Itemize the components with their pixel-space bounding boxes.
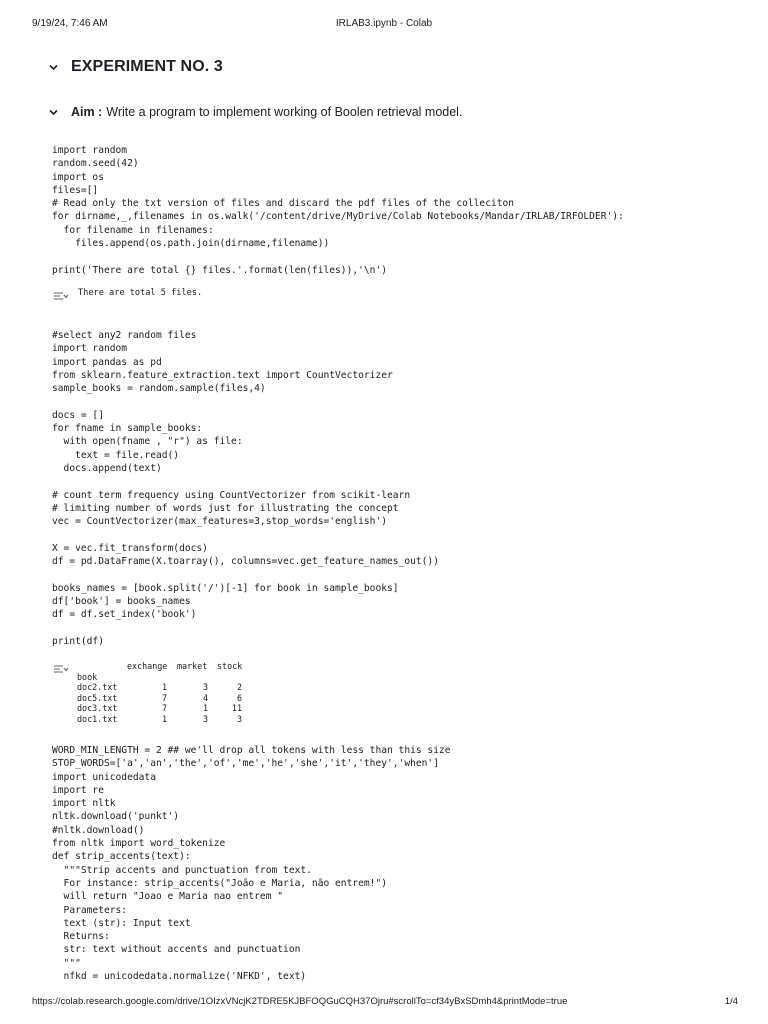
code-line: [52, 250, 624, 263]
code-line: docs = []: [52, 409, 104, 421]
dataframe-index: doc3.txt: [77, 703, 118, 714]
section-heading[interactable]: [48, 56, 223, 78]
code-cell-1[interactable]: [52, 144, 624, 277]
dataframe-index: doc1.txt: [77, 713, 118, 724]
print-url: https://colab.research.google.com/drive/1OIzxVNcjK2TDRE5KJBFOQGuCQH37Ojru#scrollTo=cf34yBxSDmh4&printMode=true: [32, 996, 568, 1007]
code-line: print('There are total {} files.'.format(len(files)),'\n'): [52, 264, 388, 276]
code-line: import pandas as pd: [52, 356, 162, 368]
code-line: from nltk import word_tokenize: [52, 838, 226, 850]
code-line: text = file.read(): [52, 449, 180, 461]
code-line: [52, 475, 439, 488]
code-line: Parameters:: [52, 904, 128, 916]
dataframe-index: doc5.txt: [77, 692, 118, 703]
code-line: random.seed(42): [52, 158, 139, 170]
code-line: sample_books = random.sample(files,4): [52, 383, 266, 395]
code-line: import os: [52, 171, 104, 183]
dataframe-column-header: stock: [217, 661, 243, 671]
code-line: files.append(os.path.join(dirname,filename)): [52, 238, 330, 250]
code-line: Returns:: [52, 931, 110, 943]
code-line: [52, 395, 439, 408]
code-line: df['book'] = books_names: [52, 595, 191, 607]
code-line: # limiting number of words just for illustrating the concept: [52, 502, 399, 514]
dataframe-cell: 3: [236, 713, 242, 724]
code-line: with open(fname , "r") as file:: [52, 436, 243, 448]
code-line: for dirname,_,filenames in os.walk('/content/drive/MyDrive/Colab Notebooks/Mandar/IRLAB/IRFOLDER'):: [52, 211, 624, 223]
code-line: for filename in filenames:: [52, 224, 214, 236]
print-datetime: 9/19/24, 7:46 AM: [32, 18, 108, 29]
code-line: import nltk: [52, 798, 116, 810]
code-line: STOP_WORDS=['a','an','the','of','me','he','she','it','they','when']: [52, 758, 439, 770]
code-line: WORD_MIN_LENGTH = 2 ## we'll drop all tokens with less than this size: [52, 745, 451, 756]
dataframe-cell: 7: [161, 703, 167, 714]
chevron-down-icon[interactable]: [48, 62, 59, 73]
code-line: import random: [52, 145, 128, 156]
code-line: will return "Joao e Maria nao entrem ": [52, 891, 284, 903]
chevron-down-icon[interactable]: [48, 107, 59, 118]
dataframe-cell: 1: [202, 703, 208, 714]
code-line: vec = CountVectorizer(max_features=3,stop_words='english'): [52, 516, 388, 528]
dataframe-cell: 3: [202, 713, 208, 724]
code-line: import random: [52, 343, 128, 355]
print-footer: [32, 996, 738, 1010]
code-line: for fname in sample_books:: [52, 423, 203, 435]
code-line: X = vec.fit_transform(docs): [52, 542, 208, 554]
page-number: 1/4: [724, 996, 738, 1007]
cell-output-1: There are total 5 files.: [78, 288, 203, 298]
dataframe-cell: 7: [161, 692, 167, 703]
output-toggle-icon[interactable]: [53, 661, 69, 671]
dataframe-cell: 2: [236, 682, 242, 693]
dataframe-column-header: market: [177, 661, 208, 671]
code-line: nfkd = unicodedata.normalize('NFKD', text): [52, 971, 307, 983]
code-line: print(df): [52, 635, 104, 647]
code-line: docs.append(text): [52, 462, 162, 474]
code-cell-2[interactable]: [52, 329, 439, 648]
code-line: """Strip accents and punctuation from text.: [52, 864, 312, 876]
code-line: import unicodedata: [52, 771, 156, 783]
dataframe-index-name: book: [77, 671, 98, 682]
code-line: df = df.set_index('book'): [52, 609, 197, 621]
code-line: books_names = [book.split('/')[-1] for book in sample_books]: [52, 582, 399, 594]
code-line: #select any2 random files: [52, 330, 197, 341]
dataframe-index: doc2.txt: [77, 682, 118, 693]
dataframe-cell: 1: [161, 713, 167, 724]
aim-text: Write a program to implement working of Boolen retrieval model.: [106, 105, 463, 119]
dataframe-cell: 1: [161, 682, 167, 693]
code-line: str: text without accents and punctuation: [52, 944, 301, 956]
code-line: """: [52, 957, 81, 969]
code-line: from sklearn.feature_extraction.text import CountVectorizer: [52, 369, 393, 381]
code-line: import re: [52, 784, 104, 796]
aim-section[interactable]: [48, 103, 462, 121]
code-cell-3[interactable]: [52, 744, 451, 983]
code-line: files=[]: [52, 184, 99, 196]
dataframe-cell: 6: [236, 692, 242, 703]
dataframe-cell: 4: [202, 692, 208, 703]
code-line: text (str): Input text: [52, 917, 191, 929]
print-header: [32, 18, 736, 32]
aim-label: Aim :: [71, 105, 103, 119]
code-line: [52, 568, 439, 581]
code-line: # Read only the txt version of files and discard the pdf files of the colleciton: [52, 198, 515, 210]
code-line: [52, 622, 439, 635]
output-toggle-icon[interactable]: [53, 288, 69, 298]
code-line: For instance: strip_accents("João e Maria, não entrem!"): [52, 877, 388, 889]
dataframe-cell: 3: [202, 682, 208, 693]
code-line: # count term frequency using CountVectorizer from scikit-learn: [52, 489, 411, 501]
page-title: EXPERIMENT NO. 3: [71, 58, 223, 75]
code-line: df = pd.DataFrame(X.toarray(), columns=vec.get_feature_names_out()): [52, 556, 439, 568]
code-line: [52, 528, 439, 541]
dataframe-cell: 11: [231, 703, 242, 714]
print-doc-title: IRLAB3.ipynb - Colab: [335, 18, 433, 29]
dataframe-column-header: exchange: [127, 661, 168, 671]
code-line: def strip_accents(text):: [52, 851, 191, 863]
code-line: nltk.download('punkt'): [52, 811, 180, 823]
code-line: #nltk.download(): [52, 824, 145, 836]
